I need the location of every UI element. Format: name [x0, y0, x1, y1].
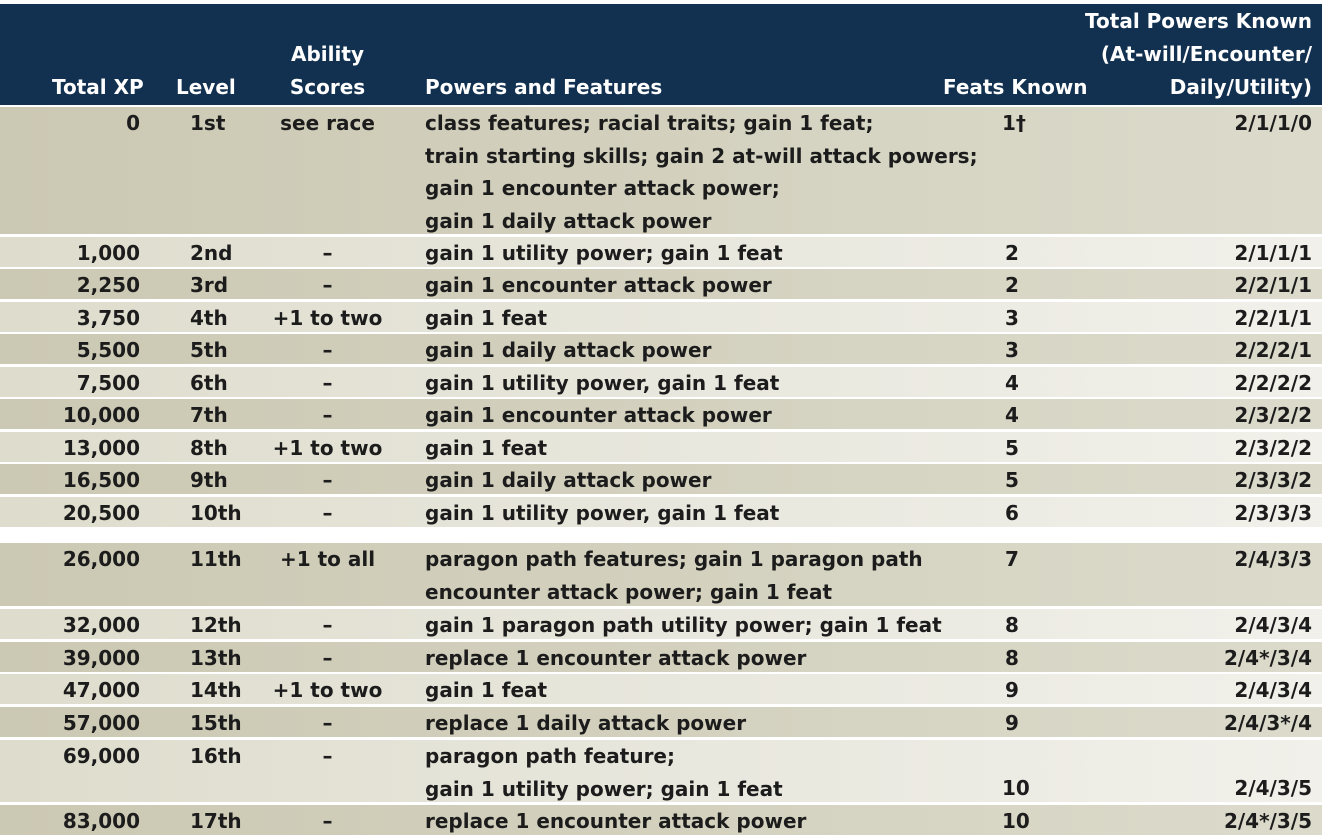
table-row — [0, 707, 1322, 737]
powers-line: gain 1 utility power, gain 1 feat — [425, 371, 780, 395]
cell-feats-known: 8 — [1005, 613, 1019, 637]
table-row — [0, 543, 1322, 606]
cell-total-xp: 2,250 — [76, 273, 140, 297]
table-row — [0, 107, 1322, 234]
powers-line: replace 1 encounter attack power — [425, 809, 807, 833]
cell-level: 13th — [190, 646, 242, 670]
table-row — [0, 237, 1322, 267]
table-row — [0, 269, 1322, 299]
cell-total-xp: 10,000 — [62, 403, 140, 427]
cell-level: 10th — [190, 501, 242, 525]
header-level: Level — [176, 75, 236, 99]
cell-powers-features — [425, 269, 772, 302]
cell-ability-scores: +1 to all — [279, 547, 376, 571]
powers-line: gain 1 feat — [425, 436, 548, 460]
cell-total-xp: 83,000 — [62, 809, 140, 833]
cell-total-powers: 2/4/3*/4 — [1223, 711, 1312, 735]
powers-line: gain 1 feat — [425, 306, 548, 330]
cell-total-xp: 57,000 — [62, 711, 140, 735]
cell-total-xp: 7,500 — [76, 371, 140, 395]
cell-ability-scores: – — [322, 371, 333, 395]
cell-feats-known: 5 — [1005, 468, 1019, 492]
cell-ability-scores: – — [322, 744, 333, 768]
powers-line: gain 1 daily attack power — [425, 468, 712, 492]
cell-total-xp: 26,000 — [62, 547, 140, 571]
table-row — [0, 642, 1322, 672]
cell-level: 16th — [190, 744, 242, 768]
cell-ability-scores: – — [322, 468, 333, 492]
cell-total-powers: 2/2/1/1 — [1234, 273, 1312, 297]
cell-level: 12th — [190, 613, 242, 637]
header-total-line3: Daily/Utility) — [1169, 75, 1312, 99]
cell-level: 2nd — [190, 241, 233, 265]
cell-feats-known: 2 — [1005, 273, 1019, 297]
table-row — [0, 674, 1322, 704]
cell-total-powers: 2/2/2/2 — [1234, 371, 1312, 395]
cell-feats-known: 7 — [1005, 547, 1019, 571]
table-row — [0, 302, 1322, 332]
cell-powers-features — [425, 237, 783, 270]
cell-total-xp: 69,000 — [62, 744, 140, 768]
cell-feats-known: 9 — [1005, 678, 1019, 702]
cell-level: 9th — [190, 468, 228, 492]
table-row — [0, 609, 1322, 639]
cell-total-xp: 39,000 — [62, 646, 140, 670]
cell-total-powers: 2/3/3/3 — [1234, 501, 1312, 525]
cell-feats-known: 8 — [1005, 646, 1019, 670]
cell-level: 17th — [190, 809, 242, 833]
cell-total-xp: 5,500 — [76, 338, 140, 362]
header-total-line1: Total Powers Known — [1085, 9, 1312, 33]
cell-total-xp: 32,000 — [62, 613, 140, 637]
header-powers-features: Powers and Features — [425, 75, 663, 99]
cell-total-powers: 2/4/3/3 — [1234, 547, 1312, 571]
cell-powers-features — [425, 642, 806, 675]
powers-line: train starting skills; gain 2 at-will attack powers; — [425, 143, 978, 168]
cell-ability-scores: – — [322, 241, 333, 265]
cell-ability-scores: – — [322, 501, 333, 525]
cell-ability-scores: +1 to two — [272, 678, 383, 702]
cell-ability-scores: – — [322, 646, 333, 670]
powers-line: gain 1 utility power, gain 1 feat — [425, 501, 780, 525]
cell-total-powers: 2/1/1/1 — [1234, 241, 1312, 265]
header-total-powers — [1040, 5, 1312, 104]
cell-total-powers: 2/4*/3/5 — [1223, 809, 1312, 833]
powers-line: gain 1 utility power; gain 1 feat — [425, 776, 783, 801]
cell-total-powers: 2/2/2/1 — [1234, 338, 1312, 362]
cell-ability-scores: – — [322, 613, 333, 637]
powers-line: gain 1 encounter attack power; — [425, 176, 780, 200]
cell-powers-features — [425, 432, 547, 465]
cell-level: 8th — [190, 436, 228, 460]
cell-feats-known: 3 — [1005, 306, 1019, 330]
cell-feats-known: 4 — [1005, 403, 1019, 427]
header-ability-line2: Scores — [289, 75, 366, 99]
cell-ability-scores: – — [322, 338, 333, 362]
header-total-xp: Total XP — [52, 75, 144, 99]
cell-powers-features — [425, 543, 923, 608]
powers-line: gain 1 utility power; gain 1 feat — [425, 241, 783, 265]
table-row — [0, 432, 1322, 462]
cell-ability-scores: – — [322, 809, 333, 833]
cell-powers-features — [425, 740, 783, 805]
powers-line: gain 1 paragon path utility power; gain 1 feat — [425, 613, 942, 637]
cell-ability-scores: +1 to two — [272, 436, 383, 460]
table-row — [0, 399, 1322, 429]
cell-ability-scores: +1 to two — [272, 306, 383, 330]
cell-total-powers: 2/4/3/5 — [1234, 776, 1312, 800]
header-total-line2: (At-will/Encounter/ — [1100, 42, 1312, 66]
cell-total-powers: 2/1/1/0 — [1234, 111, 1312, 135]
cell-powers-features — [425, 334, 711, 367]
header-ability-line1: Ability — [291, 42, 364, 66]
cell-ability-scores: – — [322, 403, 333, 427]
cell-feats-known: 2 — [1005, 241, 1019, 265]
table-row — [0, 497, 1322, 527]
powers-line: gain 1 encounter attack power — [425, 273, 772, 297]
powers-line: replace 1 encounter attack power — [425, 646, 807, 670]
powers-line: gain 1 encounter attack power — [425, 403, 772, 427]
header-feats-known: Feats Known — [943, 75, 1088, 99]
cell-powers-features — [425, 464, 711, 497]
cell-total-xp: 20,500 — [62, 501, 140, 525]
cell-level: 14th — [190, 678, 242, 702]
cell-ability-scores: – — [322, 711, 333, 735]
cell-total-powers: 2/4/3/4 — [1234, 678, 1312, 702]
cell-powers-features — [425, 674, 547, 707]
cell-ability-scores: – — [322, 273, 333, 297]
cell-total-xp: 0 — [126, 111, 140, 135]
cell-total-powers: 2/3/2/2 — [1234, 403, 1312, 427]
table-row — [0, 740, 1322, 802]
cell-level: 7th — [190, 403, 228, 427]
powers-line: encounter attack power; gain 1 feat — [425, 579, 833, 604]
cell-level: 4th — [190, 306, 228, 330]
powers-line: gain 1 feat — [425, 678, 548, 702]
cell-level: 6th — [190, 371, 228, 395]
cell-feats-known: 9 — [1005, 711, 1019, 735]
table-row — [0, 334, 1322, 364]
cell-feats-known: 1† — [1002, 111, 1026, 135]
powers-line: replace 1 daily attack power — [425, 711, 747, 735]
cell-total-powers: 2/4*/3/4 — [1223, 646, 1312, 670]
cell-total-powers: 2/3/2/2 — [1234, 436, 1312, 460]
cell-powers-features — [425, 107, 978, 237]
cell-total-powers: 2/4/3/4 — [1234, 613, 1312, 637]
powers-line: gain 1 daily attack power — [425, 338, 712, 362]
cell-powers-features — [425, 805, 806, 838]
table-header — [0, 4, 1322, 105]
powers-line: paragon path features; gain 1 paragon path — [425, 547, 923, 571]
powers-line: paragon path feature; — [425, 744, 675, 768]
cell-powers-features — [425, 497, 779, 530]
cell-level: 5th — [190, 338, 228, 362]
cell-powers-features — [425, 302, 547, 335]
cell-feats-known: 5 — [1005, 436, 1019, 460]
powers-line: gain 1 daily attack power — [425, 208, 712, 233]
cell-powers-features — [425, 609, 942, 642]
cell-level: 1st — [190, 111, 226, 135]
table-row — [0, 464, 1322, 494]
cell-total-xp: 13,000 — [62, 436, 140, 460]
cell-ability-scores: see race — [280, 111, 375, 135]
header-ability-scores — [255, 38, 400, 104]
cell-powers-features — [425, 707, 746, 740]
cell-level: 3rd — [190, 273, 229, 297]
cell-total-xp: 16,500 — [62, 468, 140, 492]
powers-line: class features; racial traits; gain 1 feat; — [425, 111, 874, 135]
cell-feats-known: 6 — [1005, 501, 1019, 525]
cell-total-xp: 47,000 — [62, 678, 140, 702]
cell-total-xp: 3,750 — [76, 306, 140, 330]
table-row — [0, 367, 1322, 397]
cell-powers-features — [425, 399, 772, 432]
cell-feats-known: 3 — [1005, 338, 1019, 362]
cell-level: 11th — [190, 547, 242, 571]
cell-feats-known: 4 — [1005, 371, 1019, 395]
table-row — [0, 805, 1322, 835]
cell-powers-features — [425, 367, 779, 400]
cell-total-powers: 2/3/3/2 — [1234, 468, 1312, 492]
cell-feats-known: 10 — [1002, 776, 1030, 800]
cell-total-powers: 2/2/1/1 — [1234, 306, 1312, 330]
cell-total-xp: 1,000 — [76, 241, 140, 265]
cell-feats-known: 10 — [1002, 809, 1030, 833]
cell-level: 15th — [190, 711, 242, 735]
